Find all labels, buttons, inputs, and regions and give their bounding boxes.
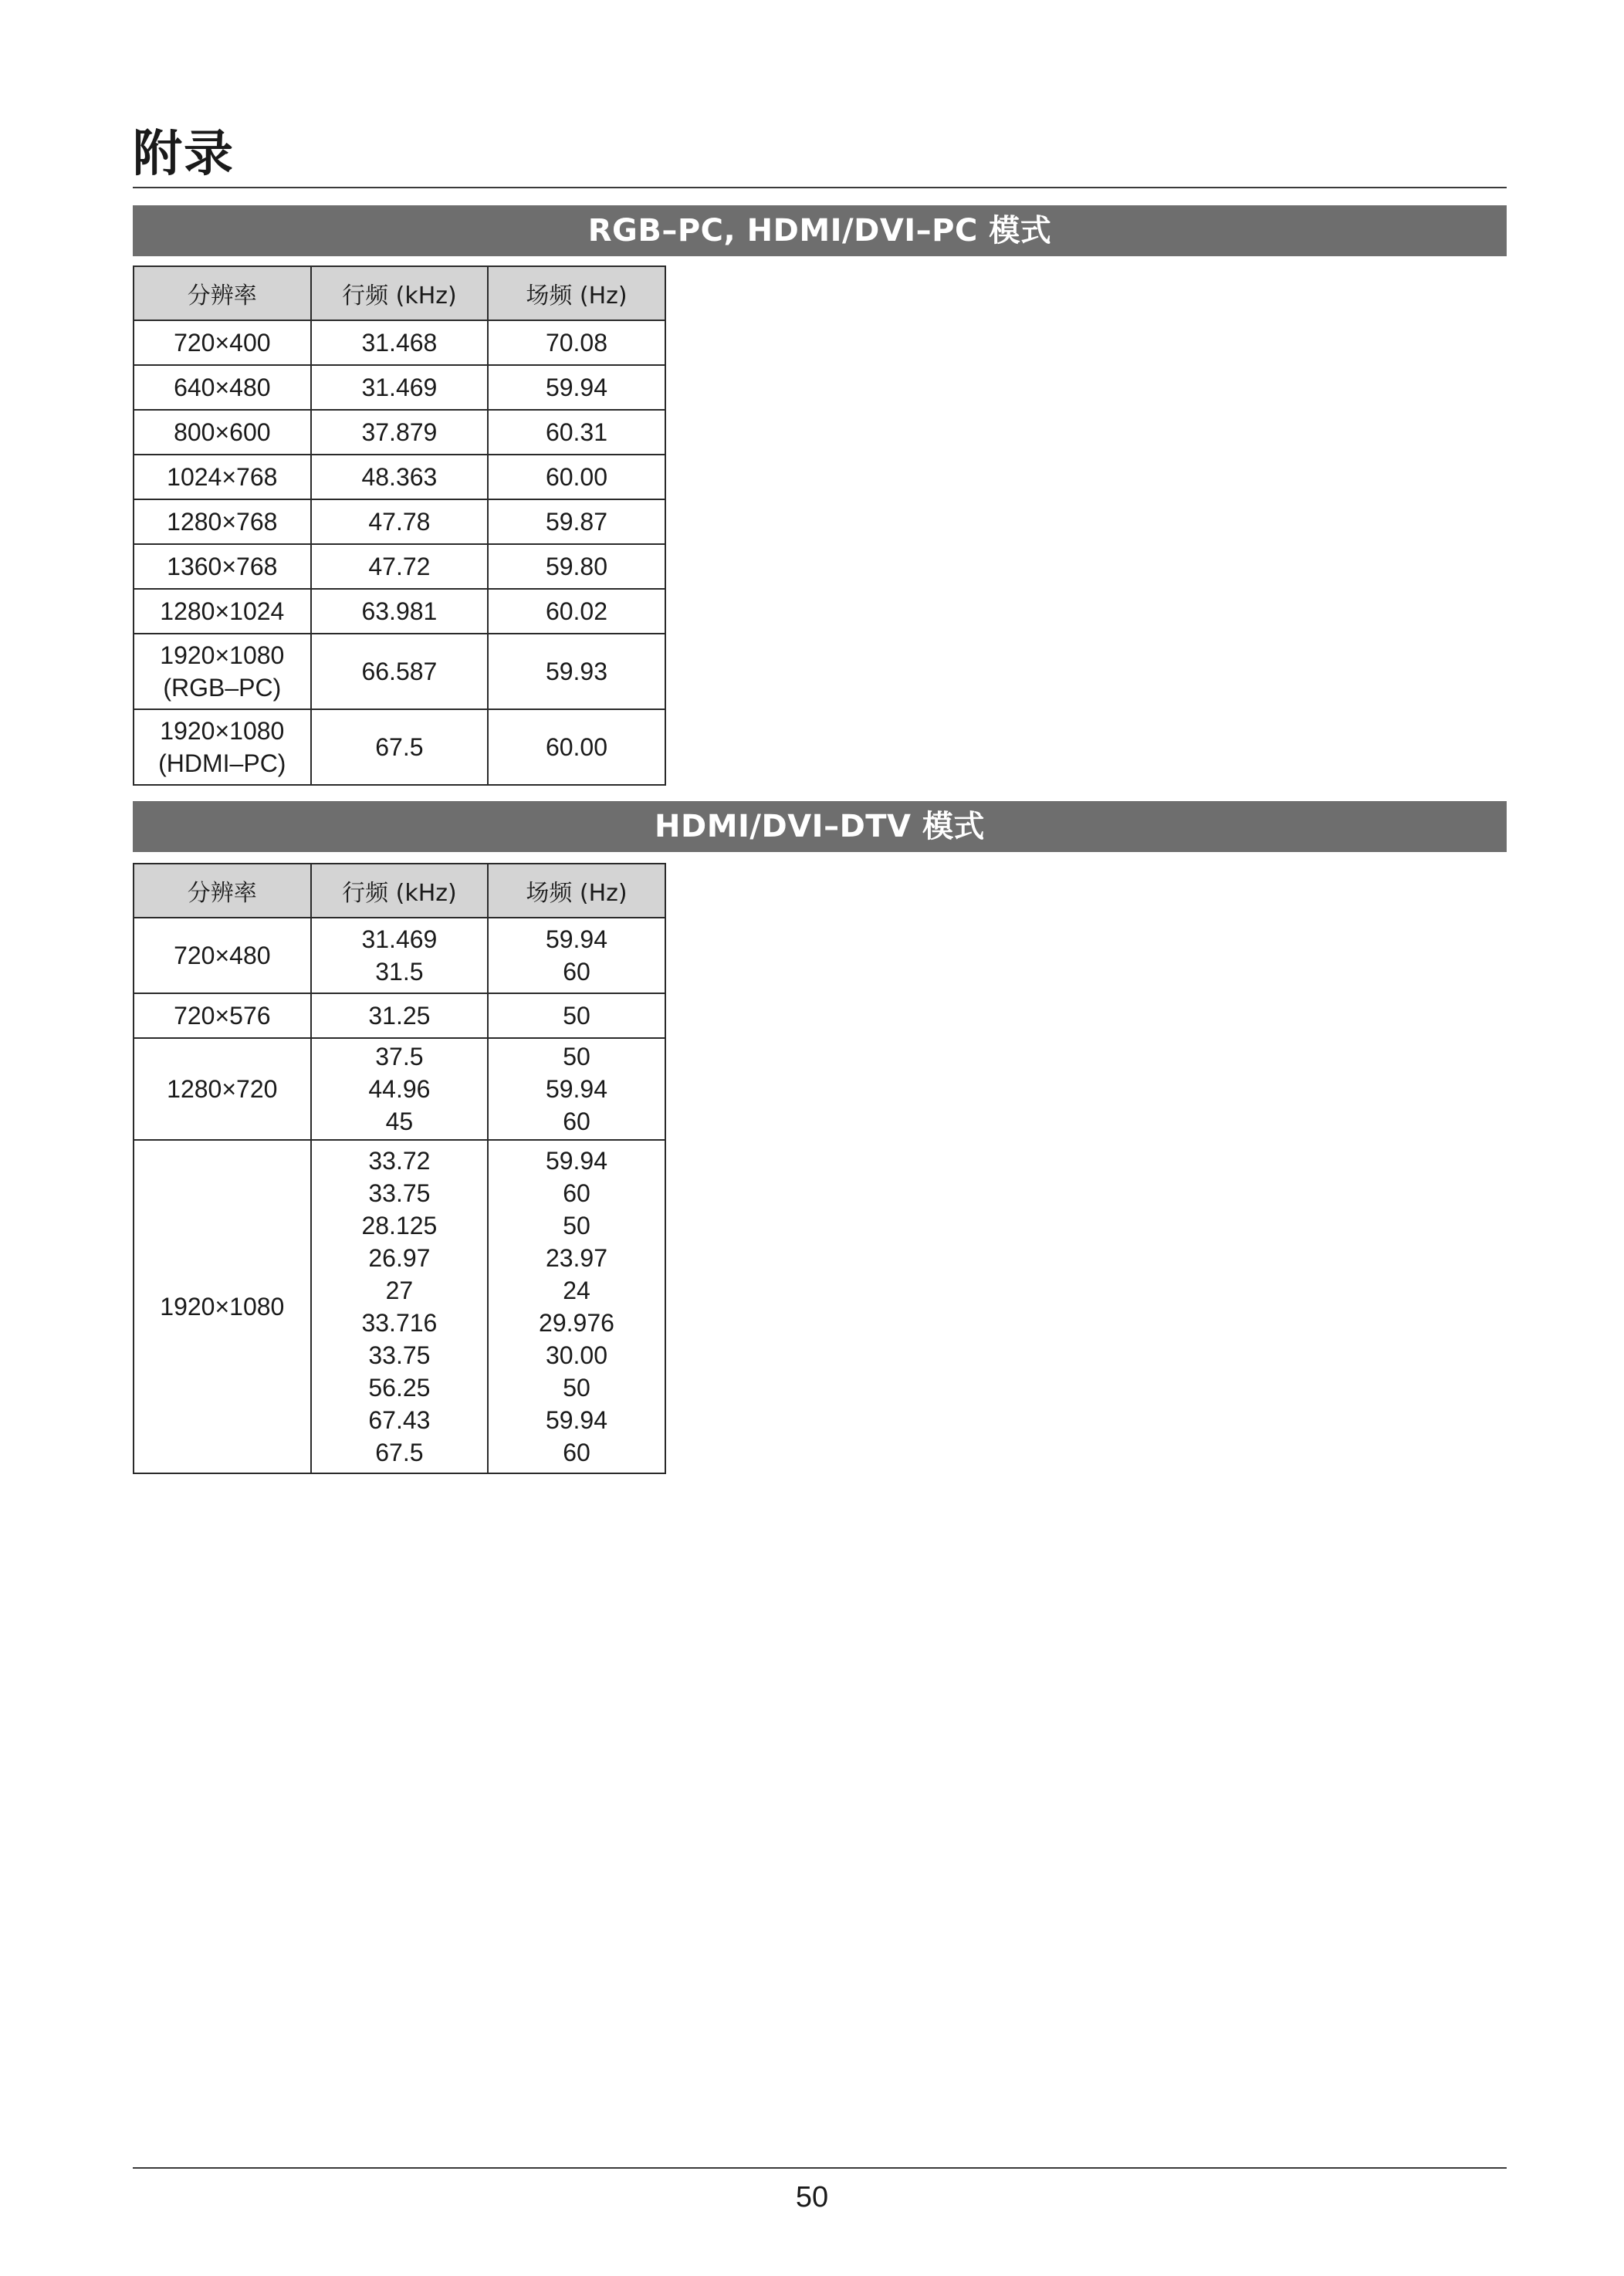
title-divider [133,187,1507,188]
table-row [134,589,665,634]
h-freq-cell: 33.72 33.75 28.125 26.97 27 33.716 33.75 56.25 67.43 67.5 [311,1140,489,1473]
resolution-cell: 1920×1080 (RGB–PC) [134,634,311,709]
table-row [134,918,665,993]
table-row [134,544,665,589]
resolution-cell: 800×600 [134,410,311,455]
resolution-cell: 720×576 [134,993,311,1038]
v-freq-cell: 59.87 [488,499,665,544]
table-header-row [134,864,665,918]
h-freq-cell: 47.72 [311,544,489,589]
v-freq-cell: 60.00 [488,455,665,499]
page-number: 50 [795,2181,829,2213]
h-freq-cell: 48.363 [311,455,489,499]
v-freq-cell: 60.00 [488,709,665,785]
column-header-v-freq: 场频 (Hz) [488,864,665,918]
table-row [134,499,665,544]
h-freq-cell: 63.981 [311,589,489,634]
resolution-cell: 1280×768 [134,499,311,544]
h-freq-cell: 37.5 44.96 45 [311,1038,489,1140]
section-heading-rgb-pc: RGB–PC, HDMI/DVI–PC 模式 [133,205,1507,256]
h-freq-cell: 66.587 [311,634,489,709]
resolution-cell: 1280×720 [134,1038,311,1140]
v-freq-cell: 59.94 60 50 23.97 24 29.976 30.00 50 59.94 60 [488,1140,665,1473]
table-row [134,455,665,499]
h-freq-cell: 31.468 [311,320,489,365]
v-freq-cell: 59.93 [488,634,665,709]
v-freq-cell: 59.80 [488,544,665,589]
table-row [134,634,665,709]
dtv-mode-table [133,863,666,1474]
v-freq-cell: 59.94 [488,365,665,410]
page-title: 附录 [133,126,235,183]
resolution-cell: 1920×1080 (HDMI–PC) [134,709,311,785]
h-freq-cell: 37.879 [311,410,489,455]
table-row [134,709,665,785]
table-row [134,993,665,1038]
resolution-cell: 720×400 [134,320,311,365]
table-row [134,365,665,410]
table-header-row [134,266,665,320]
table-row [134,1038,665,1140]
section-heading-dtv: HDMI/DVI–DTV 模式 [133,801,1507,852]
v-freq-cell: 70.08 [488,320,665,365]
footer-divider [133,2167,1507,2169]
table-row [134,320,665,365]
v-freq-cell: 59.94 60 [488,918,665,993]
resolution-cell: 1280×1024 [134,589,311,634]
resolution-cell: 720×480 [134,918,311,993]
column-header-v-freq: 场频 (Hz) [488,266,665,320]
v-freq-cell: 50 [488,993,665,1038]
column-header-h-freq: 行频 (kHz) [311,266,489,320]
resolution-cell: 1920×1080 [134,1140,311,1473]
table-row [134,410,665,455]
h-freq-cell: 31.25 [311,993,489,1038]
h-freq-cell: 47.78 [311,499,489,544]
column-header-resolution: 分辨率 [134,266,311,320]
column-header-resolution: 分辨率 [134,864,311,918]
v-freq-cell: 60.31 [488,410,665,455]
h-freq-cell: 67.5 [311,709,489,785]
resolution-cell: 1024×768 [134,455,311,499]
resolution-cell: 640×480 [134,365,311,410]
h-freq-cell: 31.469 31.5 [311,918,489,993]
column-header-h-freq: 行频 (kHz) [311,864,489,918]
pc-mode-table [133,265,666,786]
h-freq-cell: 31.469 [311,365,489,410]
resolution-cell: 1360×768 [134,544,311,589]
v-freq-cell: 60.02 [488,589,665,634]
table-row [134,1140,665,1473]
v-freq-cell: 50 59.94 60 [488,1038,665,1140]
